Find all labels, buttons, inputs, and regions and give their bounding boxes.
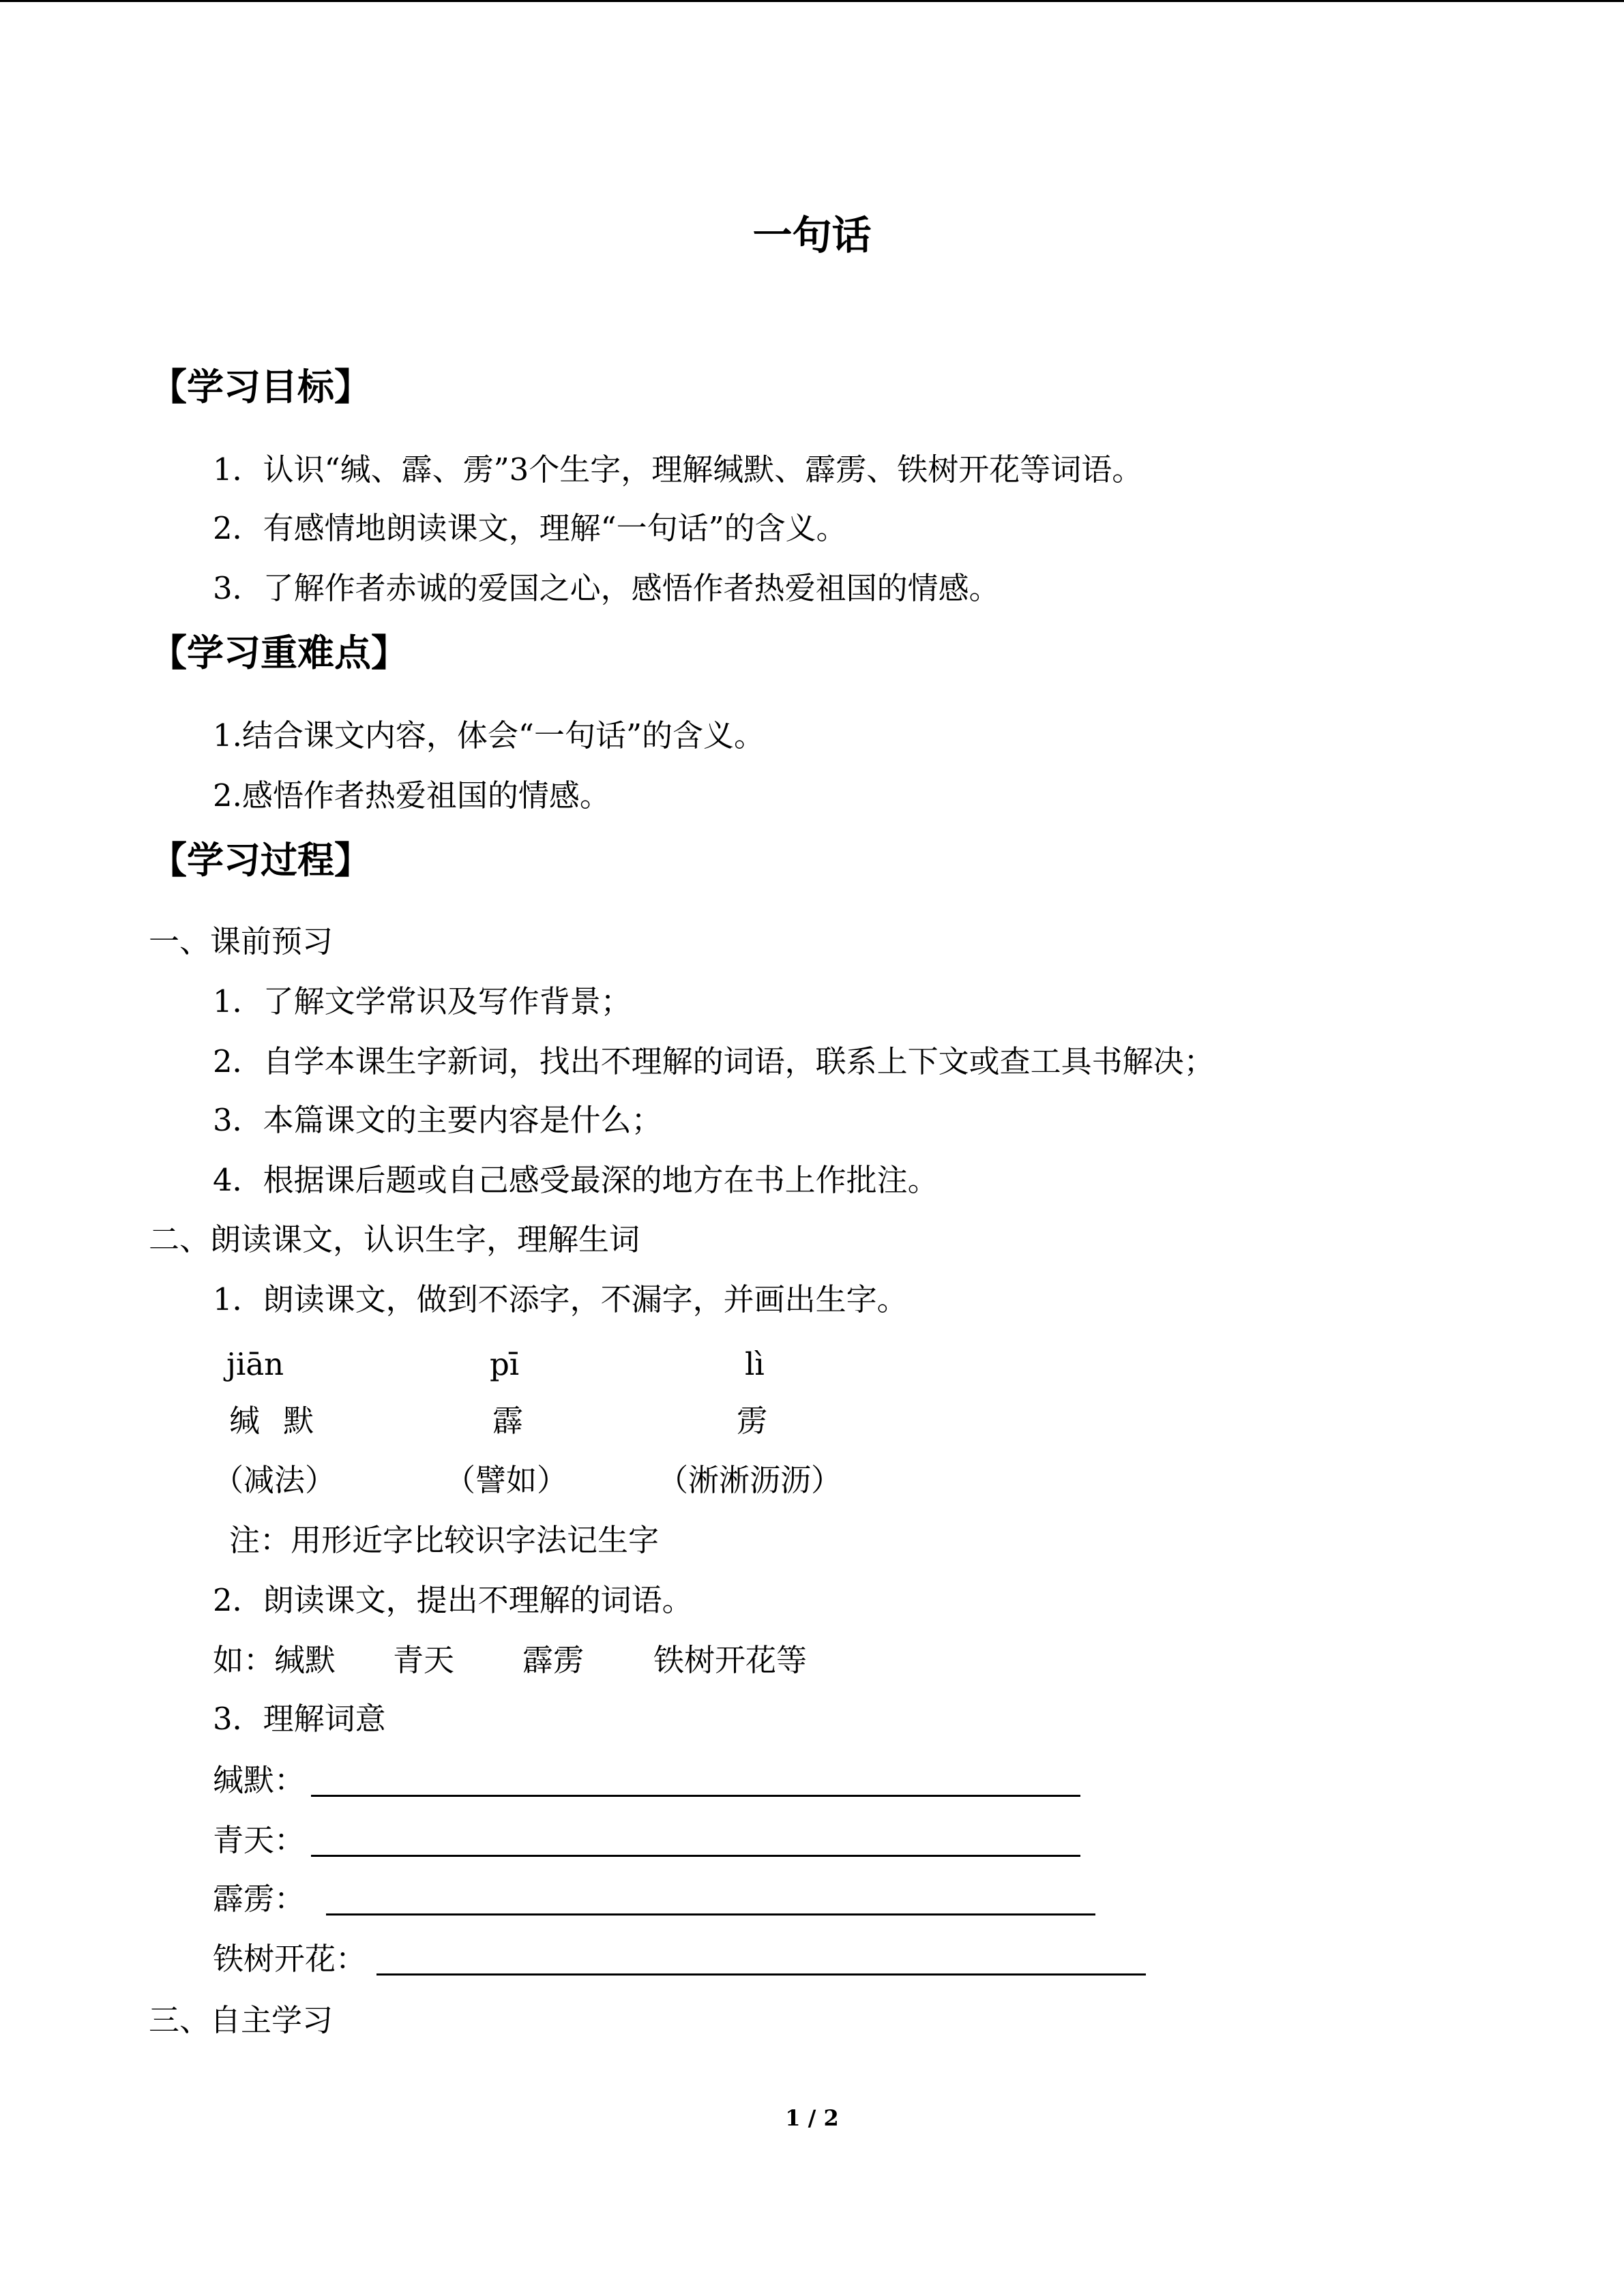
pinyin-label: lì (745, 1346, 765, 1382)
example-word: 霹雳 (522, 1642, 585, 1678)
answer-blank-line[interactable] (311, 1795, 1080, 1797)
similar-character-hint: （淅淅沥沥） (658, 1462, 842, 1498)
new-character: 霹 (492, 1403, 524, 1439)
new-character: 缄 默 (229, 1403, 314, 1439)
key-point-item: 1.结合课文内容，体会“一句话”的含义。 (213, 717, 765, 754)
key-points-heading: 【学习重难点】 (150, 631, 408, 674)
pinyin-label: jiān (226, 1346, 284, 1382)
term-label: 青天： (213, 1822, 306, 1858)
new-character: 雳 (737, 1403, 768, 1439)
section-title: 一、课前预习 (149, 923, 334, 959)
note-text: 注：用形近字比较识字法记生字 (229, 1522, 660, 1558)
reading-item: 3．理解词意 (213, 1701, 386, 1737)
term-label: 铁树开花： (213, 1941, 367, 1977)
answer-blank-line[interactable] (311, 1855, 1080, 1857)
preview-item: 3．本篇课文的主要内容是什么； (213, 1102, 662, 1138)
reading-item: 1．朗读课文，做到不添字，不漏字，并画出生字。 (213, 1281, 908, 1317)
objective-item: 2．有感情地朗读课文，理解“一句话”的含义。 (213, 510, 847, 546)
page-title: 一句话 (752, 212, 872, 258)
similar-character-hint: （减法） (213, 1462, 336, 1498)
pinyin-label: pī (490, 1346, 520, 1382)
example-word: 如：缄默 (213, 1642, 336, 1678)
answer-blank-line[interactable] (377, 1973, 1146, 1976)
top-border-line (0, 0, 1624, 2)
example-word: 青天 (393, 1642, 455, 1678)
section-title: 三、自主学习 (149, 2002, 334, 2038)
preview-item: 2．自学本课生字新词，找出不理解的词语，联系上下文或查工具书解决； (213, 1043, 1215, 1079)
page-number: 1 / 2 (785, 2105, 839, 2131)
section-title: 二、朗读课文，认识生字，理解生词 (149, 1221, 640, 1257)
process-heading: 【学习过程】 (150, 838, 371, 882)
similar-character-hint: （譬如） (445, 1462, 568, 1498)
term-label: 霹雳： (213, 1881, 306, 1917)
preview-item: 4．根据课后题或自己感受最深的地方在书上作批注。 (213, 1162, 939, 1198)
objectives-heading: 【学习目标】 (150, 365, 371, 408)
example-word: 铁树开花等 (653, 1642, 808, 1678)
objective-item: 3．了解作者赤诚的爱国之心，感悟作者热爱祖国的情感。 (213, 570, 1000, 606)
preview-item: 1．了解文学常识及写作背景； (213, 983, 632, 1019)
reading-item: 2．朗读课文，提出不理解的词语。 (213, 1582, 693, 1618)
term-label: 缄默： (213, 1762, 306, 1798)
objective-item: 1．认识“缄、霹、雳”3个生字，理解缄默、霹雳、铁树开花等词语。 (213, 451, 1143, 488)
answer-blank-line[interactable] (326, 1913, 1095, 1915)
key-point-item: 2.感悟作者热爱祖国的情感。 (213, 777, 610, 814)
